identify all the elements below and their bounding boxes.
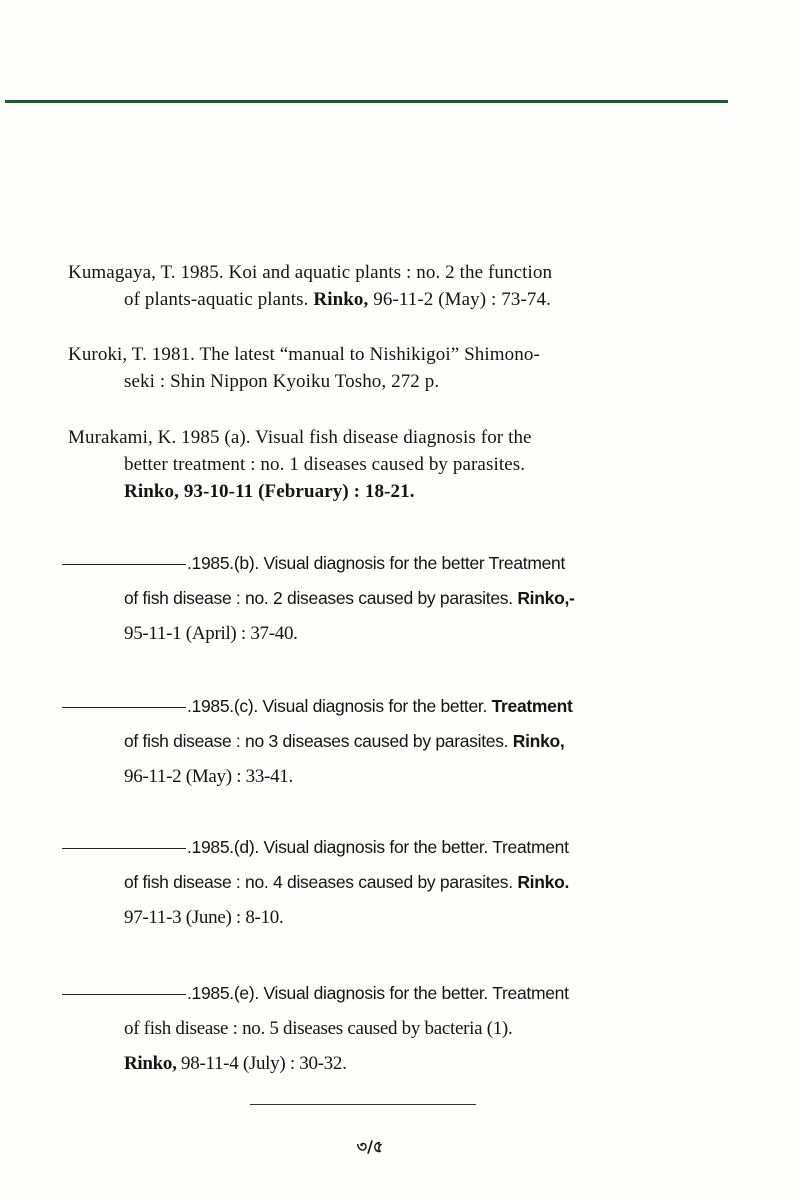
reference-line: seki : Shin Nippon Kyoiku Tosho, 272 p.: [124, 371, 440, 392]
reference-line: of fish disease : no. 5 diseases caused by bacteria (1).: [124, 1018, 513, 1039]
reference-kumagaya-1985: [68, 259, 678, 313]
journal-name: Rinko,: [512, 731, 565, 751]
journal-name: Rinko,: [313, 289, 369, 310]
reference-line: Rinko, 98-11-4 (July) : 30-32.: [124, 1053, 347, 1074]
reference-line: better treatment : no. 1 diseases caused by parasites.: [124, 454, 526, 475]
reference-murakami-1985e: [62, 976, 672, 1081]
bottom-rule: [250, 1104, 476, 1105]
reference-line: of fish disease : no 3 diseases caused by parasites. Rinko,: [124, 731, 565, 751]
reference-line: 97-11-3 (June) : 8-10.: [124, 907, 284, 928]
reference-line: 95-11-1 (April) : 37-40.: [124, 623, 298, 644]
reference-line: Kuroki, T. 1981. The latest “manual to Nishikigoi” Shimono-: [68, 344, 540, 365]
reference-kuroki-1981: [68, 341, 678, 395]
reference-line: Murakami, K. 1985 (a). Visual fish disease diagnosis for the: [68, 427, 532, 448]
page-number: ৩/৫: [356, 1137, 384, 1156]
reference-line: Kumagaya, T. 1985. Koi and aquatic plants : no. 2 the function: [68, 262, 553, 283]
reference-line: of plants-aquatic plants. Rinko, 96-11-2 (May) : 73-74.: [124, 289, 551, 310]
ditto-dash: [62, 848, 186, 849]
ditto-dash: [62, 707, 186, 708]
reference-line: .1985.(e). Visual diagnosis for the better. Treatment: [62, 976, 672, 1011]
ditto-dash: [62, 564, 186, 565]
reference-murakami-1985d: [62, 830, 672, 935]
journal-citation: Rinko, 93-10-11 (February) : 18-21.: [124, 481, 415, 502]
reference-line: 96-11-2 (May) : 33-41.: [124, 766, 293, 787]
journal-name: Rinko.: [517, 872, 570, 892]
reference-line: of fish disease : no. 2 diseases caused by parasites. Rinko,-: [124, 588, 575, 608]
journal-name: Rinko,: [124, 1053, 177, 1074]
journal-name: Rinko,-: [517, 588, 575, 608]
reference-line: of fish disease : no. 4 diseases caused by parasites. Rinko.: [124, 872, 570, 892]
reference-line: .1985.(c). Visual diagnosis for the better. Treatment: [62, 689, 672, 724]
ditto-dash: [62, 994, 186, 995]
reference-murakami-1985c: [62, 689, 672, 794]
reference-line: .1985.(d). Visual diagnosis for the better. Treatment: [62, 830, 672, 865]
reference-murakami-1985b: [62, 546, 672, 651]
reference-line: [68, 478, 678, 505]
top-green-rule: [5, 100, 728, 103]
reference-line: .1985.(b). Visual diagnosis for the better Treatment: [62, 546, 672, 581]
reference-murakami-1985a: [68, 424, 678, 505]
